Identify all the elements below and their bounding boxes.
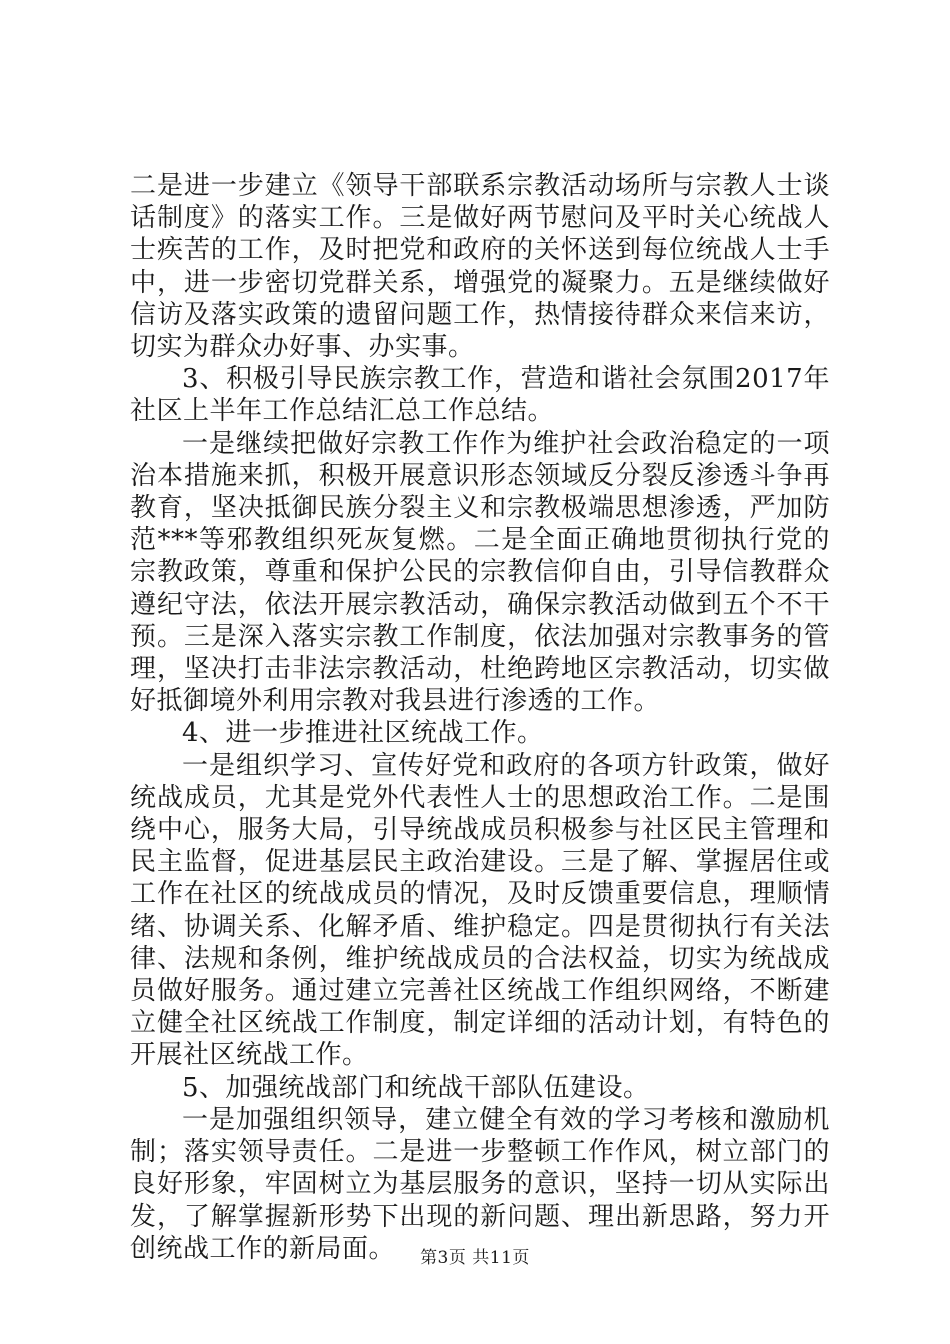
paragraph-3: 一是继续把做好宗教工作作为维护社会政治稳定的一项治本措施来抓，积极开展意识形态领域反分裂反渗透斗争再教育，坚决抵御民族分裂主义和宗教极端思想渗透，严加防范***等邪教组织死灰复燃。二是全面正确地贯彻执行党的宗教政策，尊重和保护公民的宗教信仰自由，引导信教群众遵纪守法，依法开展宗教活动，确保宗教活动做到五个不干预。三是深入落实宗教工作制度，依法加强对宗教事务的管理，坚决打击非法宗教活动，杜绝跨地区宗教活动，切实做好抵御境外利用宗教对我县进行渗透的工作。 bbox=[130, 428, 830, 717]
section-heading-4: 4、进一步推进社区统战工作。 bbox=[182, 718, 544, 749]
section-heading-5: 5、加强统战部门和统战干部队伍建设。 bbox=[182, 1072, 650, 1103]
section-heading-3: 3、积极引导民族宗教工作，营造和谐社会氛围2017年社区上半年工作总结汇总工作总结。 bbox=[130, 364, 830, 427]
paragraph-7: 一是加强组织领导，建立健全有效的学习考核和激励机制；落实领导责任。二是进一步整顿工作作风，树立部门的良好形象，牢固树立为基层服务的意识，坚持一切从实际出发，了解掌握新形势下出现的新问题、理出新思路，努力开创统战工作的新局面。 bbox=[130, 1104, 830, 1264]
page-number-footer: 第3页 共11页 bbox=[420, 1248, 530, 1268]
paragraph-5: 一是组织学习、宣传好党和政府的各项方针政策，做好统战成员，尤其是党外代表性人士的思想政治工作。二是围绕中心，服务大局，引导统战成员积极参与社区民主管理和民主监督，促进基层民主政治建设。三是了解、掌握居住或工作在社区的统战成员的情况，及时反馈重要信息，理顺情绪、协调关系、化解矛盾、维护稳定。四是贯彻执行有关法律、法规和条例，维护统战成员的合法权益，切实为统战成员做好服务。通过建立完善社区统战工作组织网络，不断建立健全社区统战工作制度，制定详细的活动计划，有特色的开展社区统战工作。 bbox=[130, 750, 830, 1071]
paragraph-1: 二是进一步建立《领导干部联系宗教活动场所与宗教人士谈话制度》的落实工作。三是做好两节慰问及平时关心统战人士疾苦的工作，及时把党和政府的关怀送到每位统战人士手中，进一步密切党群关系，增强党的凝聚力。五是继续做好信访及落实政策的遗留问题工作，热情接待群众来信来访，切实为群众办好事、办实事。 bbox=[130, 171, 830, 363]
document-body bbox=[130, 170, 830, 1265]
